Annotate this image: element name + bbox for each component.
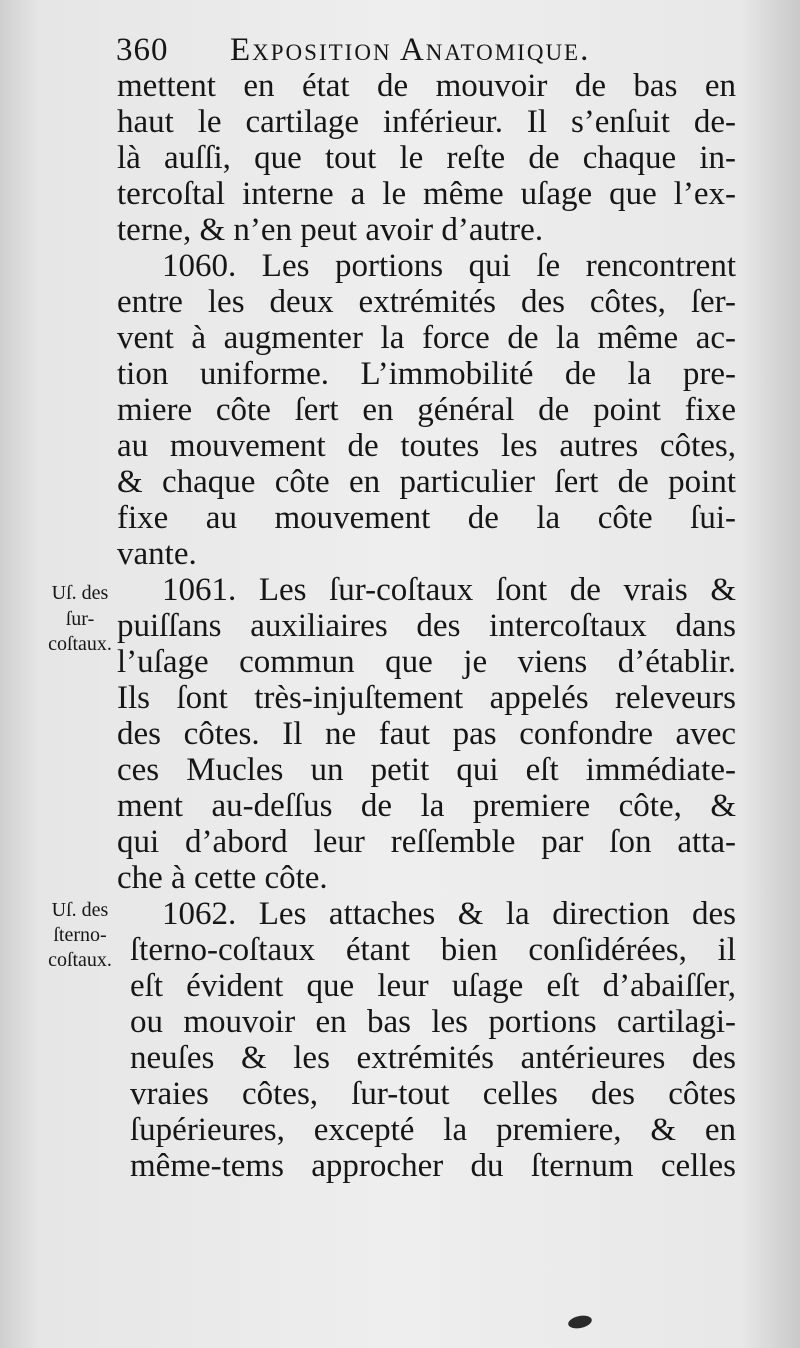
ink-mark (567, 1314, 593, 1331)
margin-note: coſtaux. (48, 633, 112, 655)
text-line: vent à augmenter la force de la même ac- (117, 320, 736, 356)
text-line: ou mouvoir en bas les portions cartilagi- (130, 1004, 736, 1040)
running-title: Exposition Anatomique. (230, 32, 591, 68)
text-line: neuſes & les extrémités antérieures des (130, 1040, 736, 1076)
text-line: l’uſage commun que je viens d’établir. (117, 644, 736, 680)
margin-note: coſtaux. (48, 949, 112, 971)
margin-note: ſur- (65, 608, 95, 630)
text-line: haut le cartilage inférieur. Il s’enſuit de- (117, 104, 736, 140)
text-line: vante. (117, 536, 197, 572)
text-line: ſterno-coſtaux étant bien conſidérées, il (130, 932, 736, 968)
paragraph-1061-start: 1061. Les ſur-coſtaux ſont de vrais & (162, 572, 736, 608)
paragraph-1062-start: 1062. Les attaches & la direction des (162, 896, 736, 932)
text-line: & chaque côte en particulier ſert de point (117, 464, 736, 500)
text-line: au mouvement de toutes les autres côtes, (117, 428, 736, 464)
margin-note: ſterno- (53, 924, 107, 946)
text-line: entre les deux extrémités des côtes, ſer- (117, 284, 736, 320)
text-line: ces Mucles un petit qui eſt immédiate- (117, 752, 736, 788)
text-line: puiſſans auxiliaires des intercoſtaux dans (117, 608, 736, 644)
text-line: même-tems approcher du ſternum celles (130, 1148, 736, 1184)
text-line: ment au-deſſus de la premiere côte, & (117, 788, 736, 824)
text-line: che à cette côte. (117, 860, 328, 896)
text-line: terne, & n’en peut avoir d’autre. (117, 212, 544, 248)
paragraph-1060-start: 1060. Les portions qui ſe rencontrent (162, 248, 736, 284)
text-line: mettent en état de mouvoir de bas en (117, 68, 736, 104)
margin-note: Uſ. des (51, 582, 109, 604)
text-line: qui d’abord leur reſſemble par ſon atta- (117, 824, 736, 860)
text-line: des côtes. Il ne faut pas confondre avec (117, 716, 736, 752)
text-line: ſupérieures, excepté la premiere, & en (130, 1112, 736, 1148)
text-line: eſt évident que leur uſage eſt d’abaiſſer, (130, 968, 736, 1004)
page-number: 360 (116, 32, 169, 68)
text-line: tercoſtal interne a le même uſage que l’ex- (117, 176, 736, 212)
text-line: Ils ſont très-injuſtement appelés releveurs (117, 680, 736, 716)
text-line: tion uniforme. L’immobilité de la pre- (117, 356, 736, 392)
text-line: vraies côtes, ſur-tout celles des côtes (130, 1076, 736, 1112)
text-line: fixe au mouvement de la côte ſui- (117, 500, 736, 536)
text-line: miere côte ſert en général de point fixe (117, 392, 736, 428)
margin-note: Uſ. des (51, 899, 109, 921)
text-line: là auſſi, que tout le reſte de chaque in- (117, 140, 736, 176)
